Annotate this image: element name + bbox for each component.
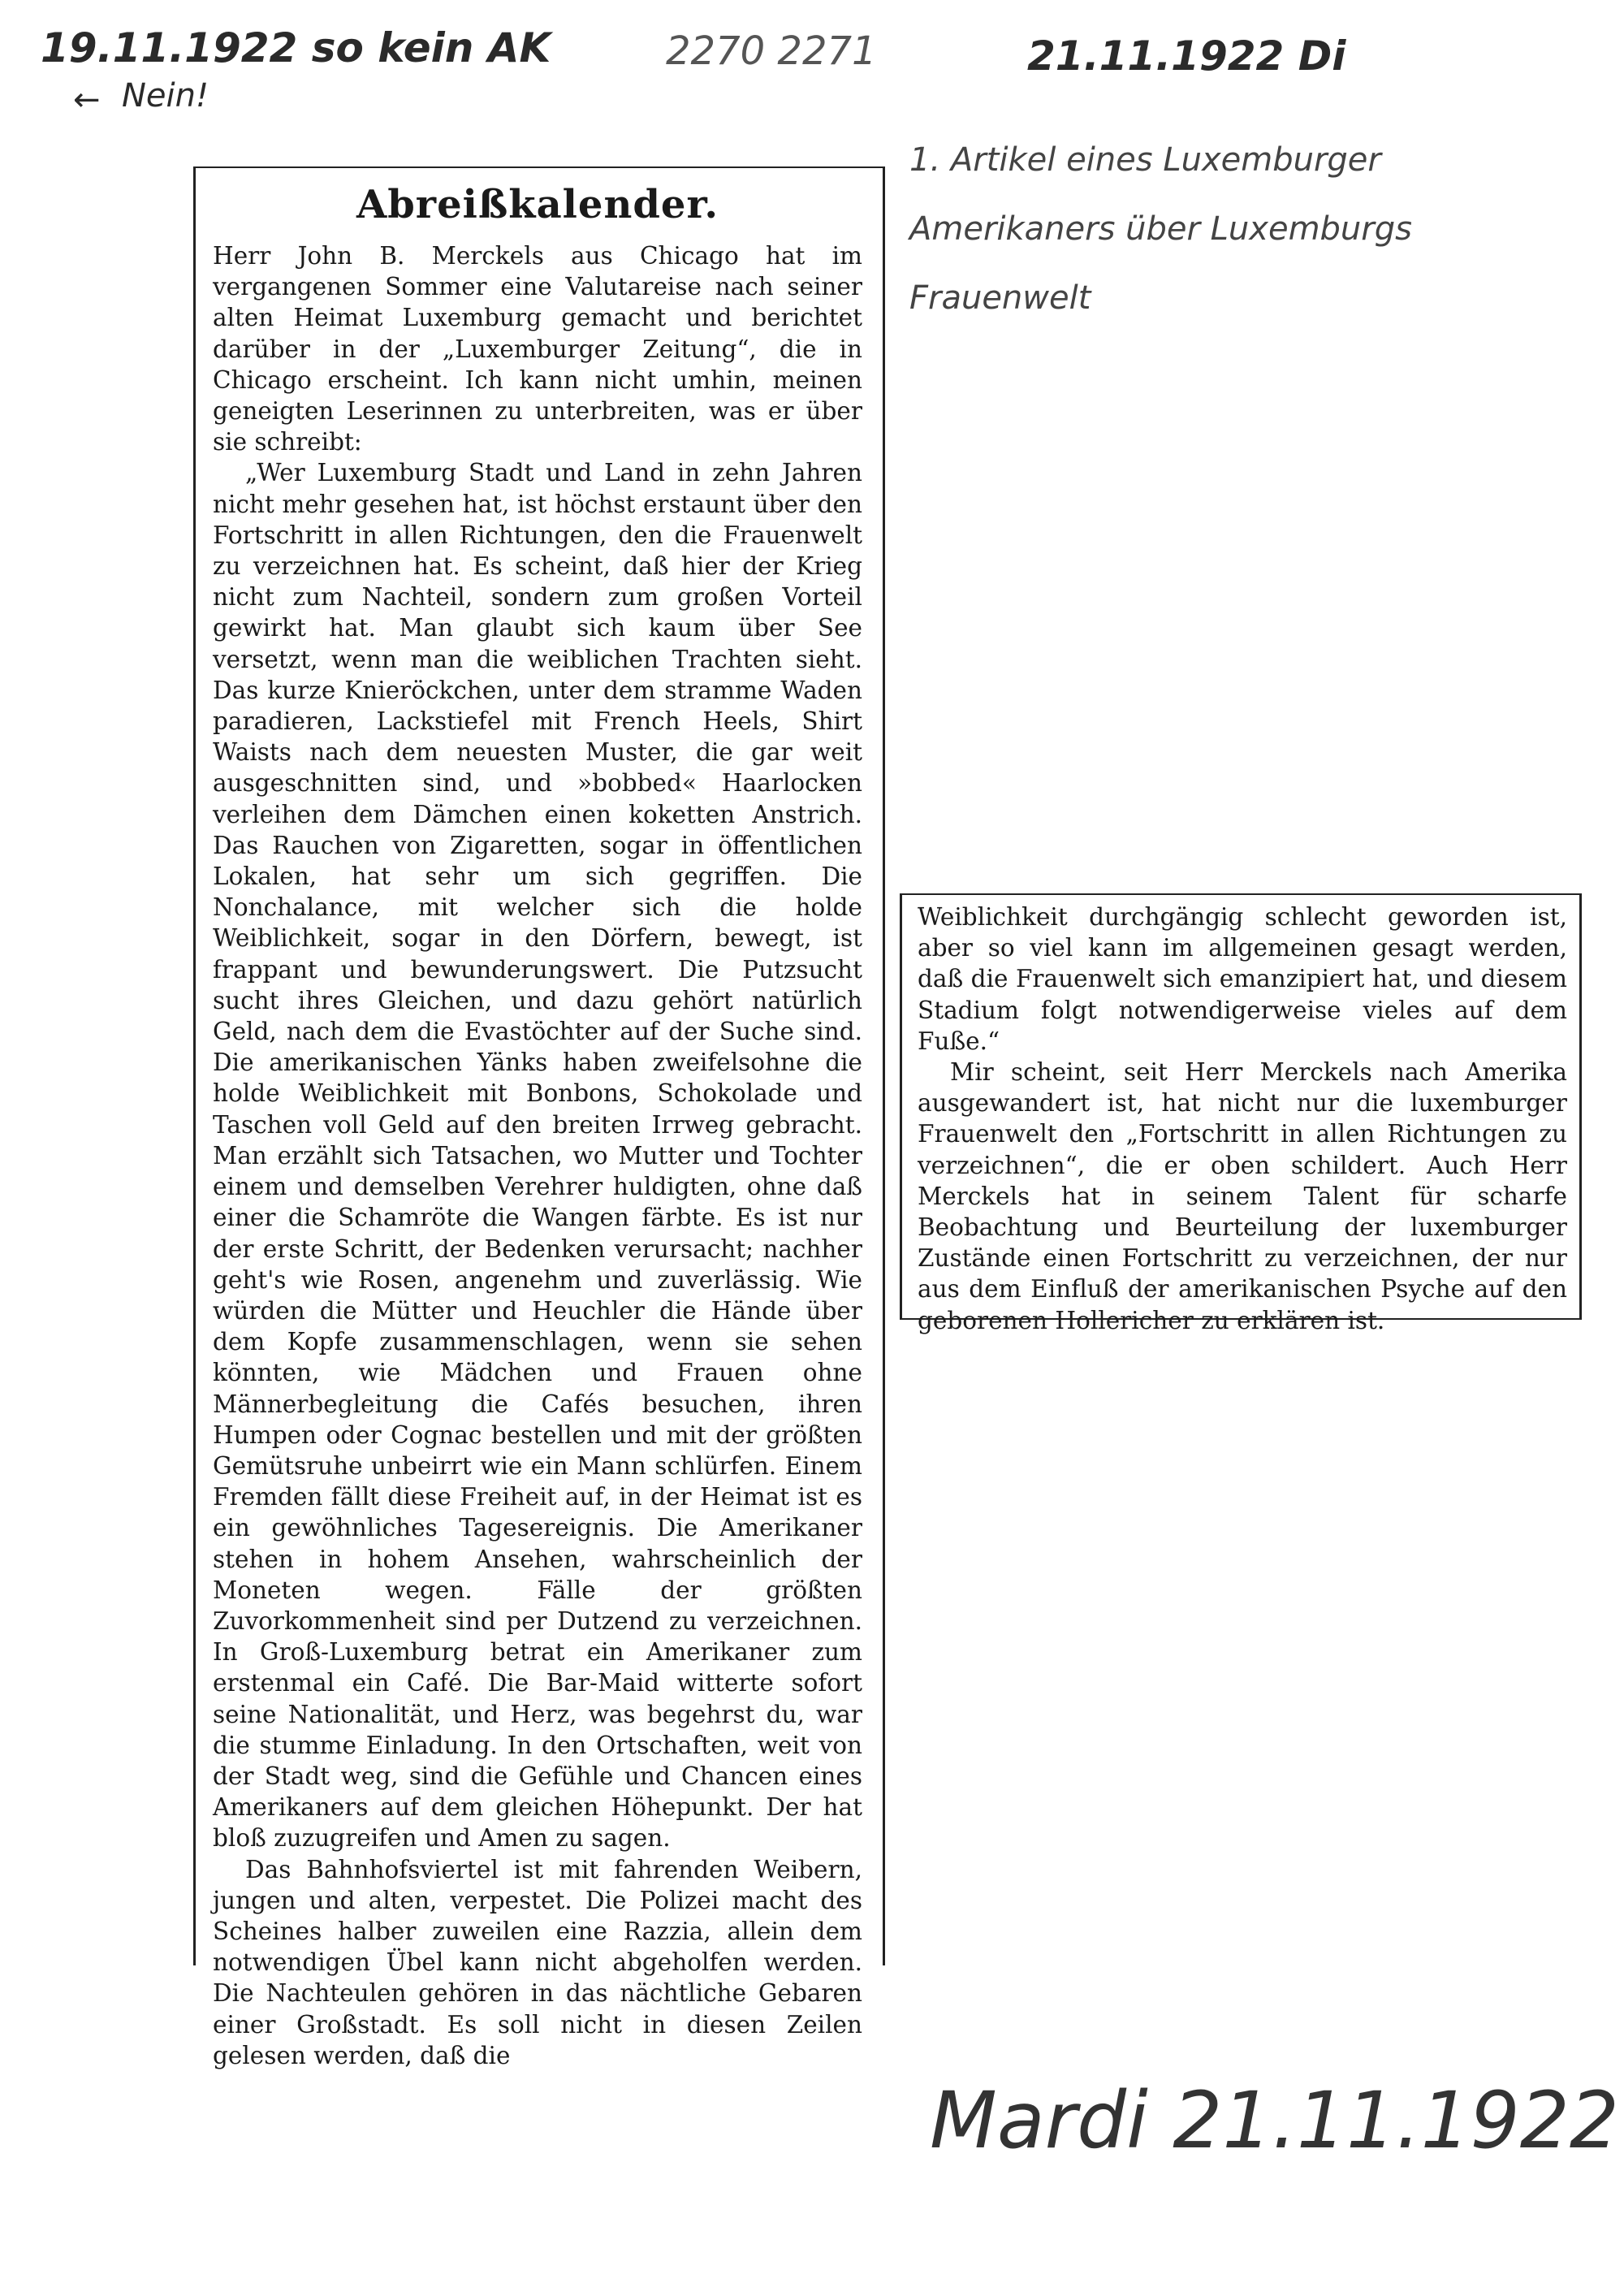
handwritten-number: 2270 2271: [666, 28, 877, 74]
article-paragraph: Das Bahnhofsviertel ist mit fahrenden Weibern, jungen und alten, verpestet. Die Polizei macht des Scheines halber zuweilen eine Razzia, allein dem notwendigen Übel kann nicht abgeholfen werden. Die Nachteulen gehören in das nächtliche Gebaren einer Großstadt. Es soll nicht in diesen Zeilen gelesen werden, daß die: [213, 1855, 862, 2069]
continuation-paragraph: Mir scheint, seit Herr Merckels nach Amerika ausgewandert ist, hat nicht nur die luxemburger Frauenwelt den „Fortschritt in allen Richtungen zu verzeichnen“, die er oben schildert. Auch Herr Merckels hat in seinem Talent für scharfe Beobachtung und Beurteilung der luxemburger Zustände einen Fortschritt zu verzeichnen, der nur aus dem Einfluß der amerikanischen Psyche auf den geborenen Hollericher zu erklären ist.: [918, 1058, 1567, 1334]
continuation-paragraph: Weiblichkeit durchgängig schlecht geworden ist, aber so viel kann im allgemeinen gesagt werden, daß die Frauenwelt sich emanzipiert hat, und diesem Stadium folgt notwendigerweise vieles auf dem Fuße.“: [918, 903, 1567, 1055]
article-continuation-column: [918, 902, 1567, 1336]
article-paragraph: Herr John B. Merckels aus Chicago hat im vergangenen Sommer eine Valutareise nach seiner alten Heimat Luxemburg gemacht und berichtet darüber in der „Luxemburger Zeitung“, die in Chicago erscheint. Ich kann nicht umhin, meinen geneigten Leserinnen zu unterbreiten, was er über sie schreibt:: [213, 242, 862, 456]
article-paragraph: „Wer Luxemburg Stadt und Land in zehn Jahren nicht mehr gesehen hat, ist höchst erstaunt über den Fortschritt in allen Richtungen, den die Frauenwelt zu verzeichnen hat. Es scheint, daß hier der Krieg nicht zum Nachteil, sondern zum großen Vorteil gewirkt hat. Man glaubt sich kaum über See versetzt, wenn man die weiblichen Trachten sieht. Das kurze Knieröckchen, unter dem stramme Waden paradieren, Lackstiefel mit French Heels, Shirt Waists nach dem neuesten Muster, die gar weit ausgeschnitten sind, und »bobbed« Haarlocken verleihen dem Dämchen einen koketten Anstrich. Das Rauchen von Zigaretten, sogar in öffentlichen Lokalen, hat sehr um sich gegriffen. Die Nonchalance, mit welcher sich die holde Weiblichkeit, sogar in den Dörfern, bewegt, ist frappant und bewunderungswert. Die Putzsucht sucht ihres Gleichen, und dazu gehört natürlich Geld, nach dem die Evastöchter auf der Suche sind. Die amerikanischen Yänks haben zweifelsohne die holde Weiblichkeit mit Bonbons, Schokolade und Taschen voll Geld auf den breiten Irrweg gebracht. Man erzählt sich Tatsachen, wo Mutter und Tochter einem und demselben Verehrer huldigten, ohne daß einer die Schamröte die Wangen färbte. Es ist nur der erste Schritt, der Bedenken verursacht; nachher geht's wie Rosen, angenehm und zuverlässig. Wie würden die Mütter und Heuchler die Hände über dem Kopfe zusammenschlagen, wenn sie sehen könnten, wie Mädchen und Frauen ohne Männerbegleitung die Cafés besuchen, ihren Humpen oder Cognac bestellen und mit der größten Gemütsruhe unbeirrt wie ein Mann schlürfen. Einem Fremden fällt diese Freiheit auf, in der Heimat ist es ein gewöhnliches Tagesereignis. Die Amerikaner stehen in hohem Ansehen, wahrscheinlich der Moneten wegen. Fälle der größten Zuvorkommenheit sind per Dutzend zu verzeichnen. In Groß-Luxemburg betrat ein Amerikaner zum erstenmal ein Café. Die Bar-Maid witterte sofort seine Nationalität, und Herz, was begehrst du, war die stumme Einladung. In den Ortschaften, weit von der Stadt weg, sind die Gefühle und Chancen eines Amerikaners auf dem gleichen Höhepunkt. Der hat bloß zuzugreifen und Amen zu sagen.: [213, 459, 862, 1853]
article-headline: Abreißkalender.: [356, 182, 719, 227]
handwritten-nein: Nein!: [122, 77, 209, 115]
article-column: [213, 180, 862, 2071]
handwritten-date-right: 21.11.1922 Di: [1027, 32, 1346, 80]
arrow-left-icon: ←: [73, 81, 101, 119]
handwritten-article-note: 1. Artikel eines Luxemburger Amerikaners über Luxemburgs Frauenwelt: [909, 141, 1412, 317]
handwritten-bottom-date: Mardi 21.11.1922: [930, 2075, 1619, 2166]
handwritten-date-left: 19.11.1922 so kein AK: [41, 24, 551, 71]
